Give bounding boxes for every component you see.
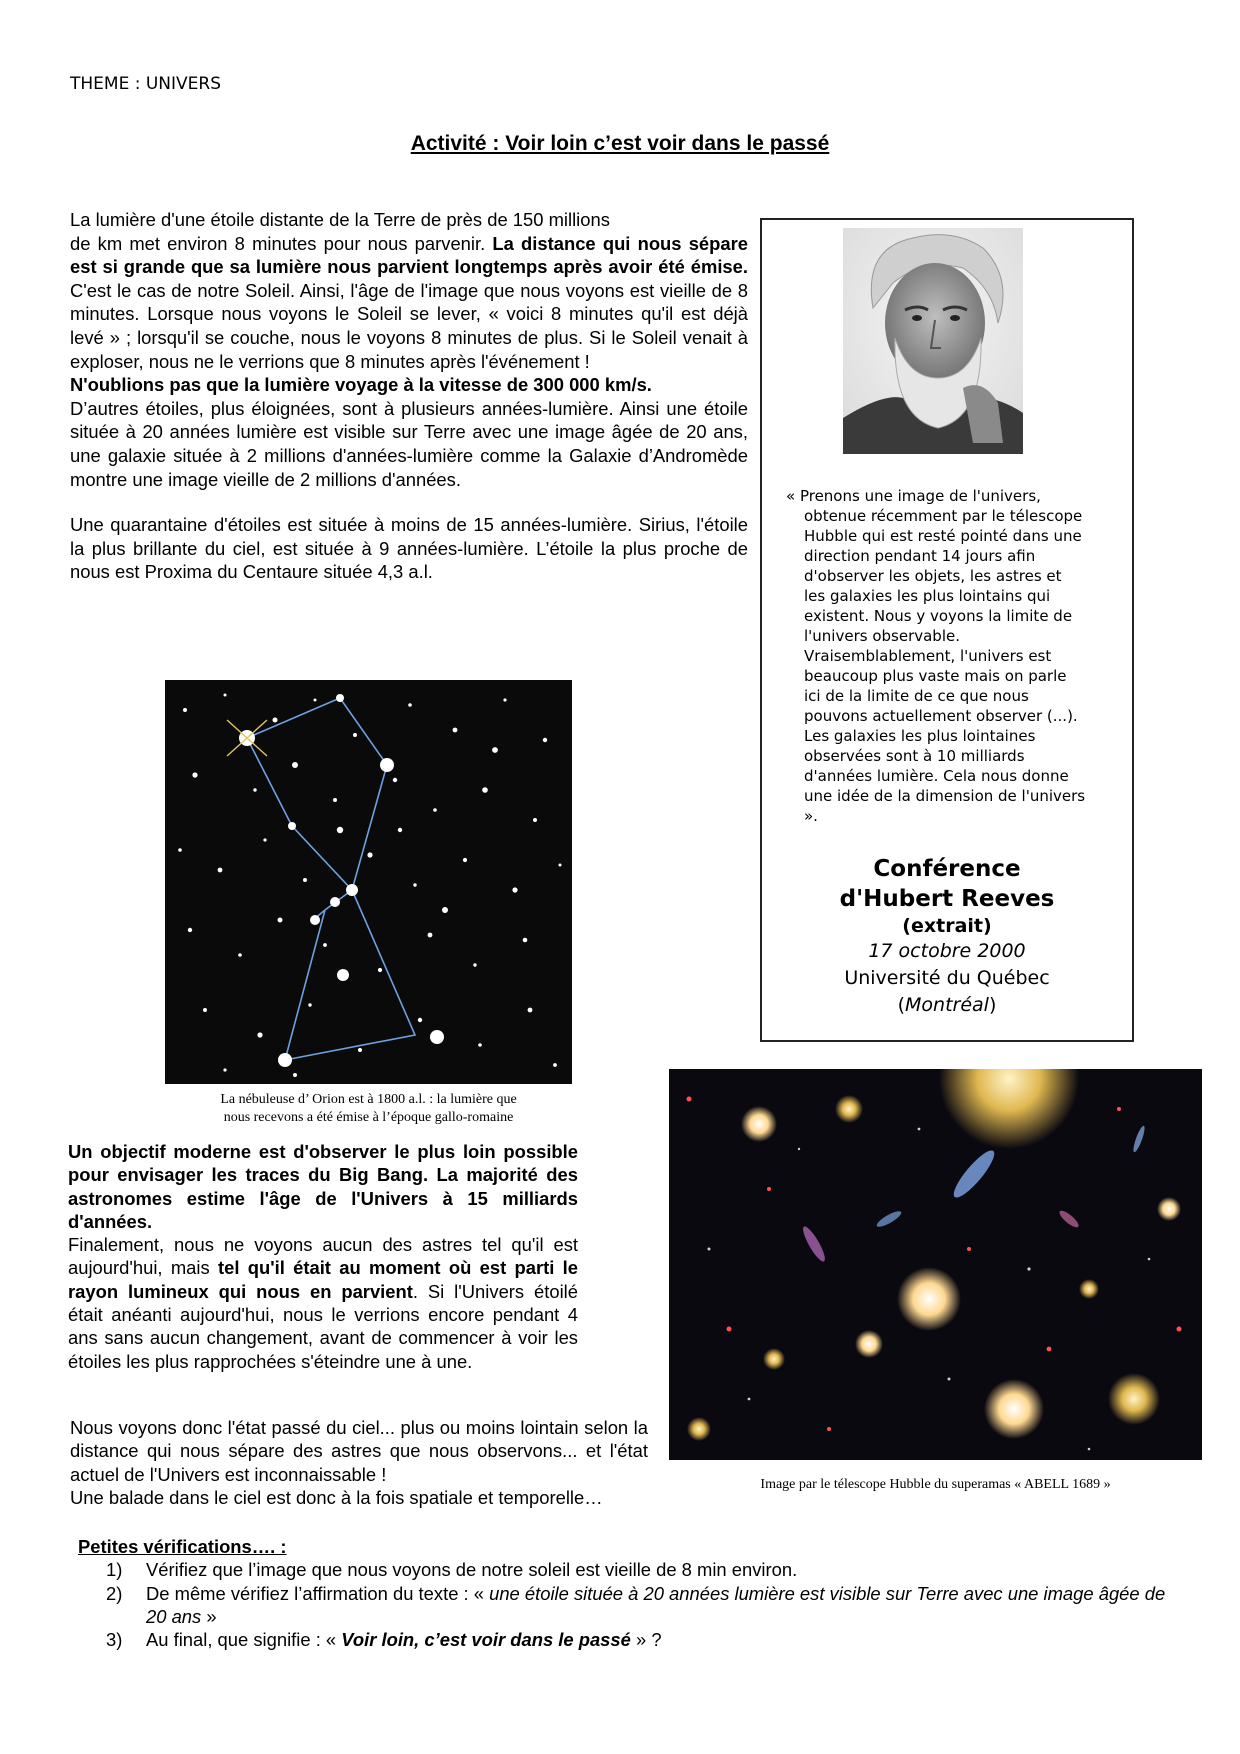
city-name: Montréal	[905, 994, 989, 1016]
check-text: Vérifiez que l’image que nous voyons de notre soleil est vieille de 8 min environ.	[146, 1559, 798, 1581]
intro-paragraph-1	[70, 232, 748, 374]
check-item-3	[78, 1628, 1178, 1651]
check-item-1	[78, 1558, 1178, 1581]
orion-caption	[165, 1091, 572, 1127]
check-item-2	[78, 1582, 1178, 1629]
check-key-phrase: Voir loin, c’est voir dans le passé	[341, 1629, 631, 1651]
final-text: Nous voyons donc l'état passé du ciel... plus ou moins lointain selon la distance qui nous sépare des astres que nous observons... et l'état actuel de l'Univers est inconnaissable !	[70, 1417, 648, 1485]
intro-emphasis: La distance qui nous sépare est si grande que sa lumière nous parvient longtemps après avoir été émise.	[70, 232, 749, 278]
hubble-abell-1689-image	[669, 1069, 1202, 1460]
intro-text-start: de km met environ 8 minutes pour nous parvenir.	[70, 232, 493, 254]
orion-caption-line-1: La nébuleuse d’ Orion est à 1800 a.l. : la lumière que	[220, 1092, 517, 1107]
intro-speed-note	[70, 373, 748, 397]
objective-text-a: Finalement, nous ne voyons aucun des astres tel qu'il est aujourd'hui, mais	[68, 1234, 578, 1279]
conference-extract: (extrait)	[902, 915, 992, 937]
quote-first-line: « Prenons une image de l'univers,	[786, 487, 1041, 505]
conference-speaker: d'Hubert Reeves	[839, 886, 1055, 912]
page-title: Activité : Voir loin c’est voir dans le passé	[410, 132, 830, 155]
verification-section	[78, 1535, 1178, 1651]
hubert-reeves-portrait	[843, 228, 1023, 454]
objective-bold	[68, 1140, 578, 1233]
check-text-pre: Au final, que signifie : «	[146, 1629, 342, 1651]
objective-text-c: . Si l'Univers étoilé était anéanti aujourd'hui, nous le verrions encore pendant 4 ans sans aucun changement, avant de commencer à voir les étoiles les plus rapprochées s'éteindre une à une.	[68, 1280, 578, 1372]
objective-text-bold: tel qu'il était au moment où est parti le rayon lumineux qui nous en parvient	[68, 1257, 579, 1302]
intro-text	[70, 208, 748, 584]
check-text-pre: De même vérifiez l’affirmation du texte : «	[146, 1582, 490, 1604]
reeves-quote	[786, 486, 1086, 826]
speed-note-bold: N'oublions pas que la lumière voyage à la vitesse de 300 000 km/s.	[70, 374, 652, 396]
orion-caption-line-2: nous recevons a été émise à l’époque gallo-romaine	[223, 1110, 514, 1125]
orion-constellation-image	[165, 680, 572, 1084]
conference-city	[762, 992, 1132, 1019]
check-number: 3)	[106, 1629, 123, 1651]
hubble-caption: Image par le télescope Hubble du superamas « ABELL 1689 »	[760, 1477, 1111, 1492]
quote-body: obtenue récemment par le télescope Hubble qui est resté pointé dans une direction pendant 14 jours afin d'observer les objets, les astres et les galaxies les plus lointains qui existent. Nous y voyons la limite de l'univers observable. Vraisemblablement, l'univers est beaucoup plus vaste mais on parle ici de la limite de ce que nous pouvons actuellement observer (...). Les galaxies les plus lointaines observées sont à 10 milliards d'années lumière. Cela nous donne une idée de la dimension de l'univers ».	[804, 507, 1086, 825]
spacer	[70, 491, 748, 513]
objective-bold-text: Un objectif moderne est d'observer le plus loin possible pour envisager les traces du Big Bang. La majorité des astronomes estime l'âge de l'Univers à 15 milliards d'années.	[68, 1141, 578, 1232]
paren-open: (	[897, 994, 906, 1016]
check-text-post: »	[201, 1605, 217, 1627]
objective-body	[68, 1233, 578, 1373]
verification-heading: Petites vérifications…. :	[78, 1536, 287, 1557]
check-quote: une étoile située à 20 années lumière est visible sur Terre avec une image âgée de 20 ans	[146, 1582, 1166, 1627]
conference-university: Université du Québec	[844, 967, 1050, 989]
theme-label: THEME : UNIVERS	[70, 74, 221, 94]
final-paragraph	[70, 1416, 648, 1509]
intro-paragraph-4: Une quarantaine d'étoiles est située à moins de 15 années-lumière. Sirius, l'étoile la plus brillante du ciel, est située à 9 années-lumière. L’étoile la plus proche de nous est Proxima du Centaure située 4,3 a.l.	[70, 514, 748, 583]
intro-text-end: C'est le cas de notre Soleil. Ainsi, l'âge de l'image que nous voyons est vieille de 8 minutes. Lorsque nous voyons le Soleil se lever, « voici 8 minutes qu'il est déjà levé » ; lorsqu'il se couche, nous le voyons 8 minutes de plus. Si le Soleil venait à exploser, nous ne le verrions que 8 minutes après l'événement !	[70, 279, 748, 372]
check-number: 1)	[106, 1559, 123, 1581]
conference-credit	[762, 854, 1132, 1019]
intro-paragraph-3: D’autres étoiles, plus éloignées, sont à plusieurs années-lumière. Ainsi une étoile située à 20 années lumière est visible sur Terre avec une image âgée de 20 ans, une galaxie située à 2 millions d'années-lumière comme la Galaxie d’Andromède montre une image vieille de 2 millions d'années.	[70, 397, 748, 490]
check-text-post: » ?	[630, 1629, 662, 1651]
objective-paragraph	[68, 1140, 578, 1373]
conference-date: 17 octobre 2000	[868, 940, 1026, 962]
final-last-line: Une balade dans le ciel est donc à la fois spatiale et temporelle…	[70, 1486, 603, 1508]
paren-close: )	[988, 994, 997, 1016]
conference-title: Conférence	[873, 856, 1021, 882]
intro-line-1: La lumière d'une étoile distante de la Terre de près de 150 millions	[70, 209, 610, 230]
check-number: 2)	[106, 1582, 123, 1604]
